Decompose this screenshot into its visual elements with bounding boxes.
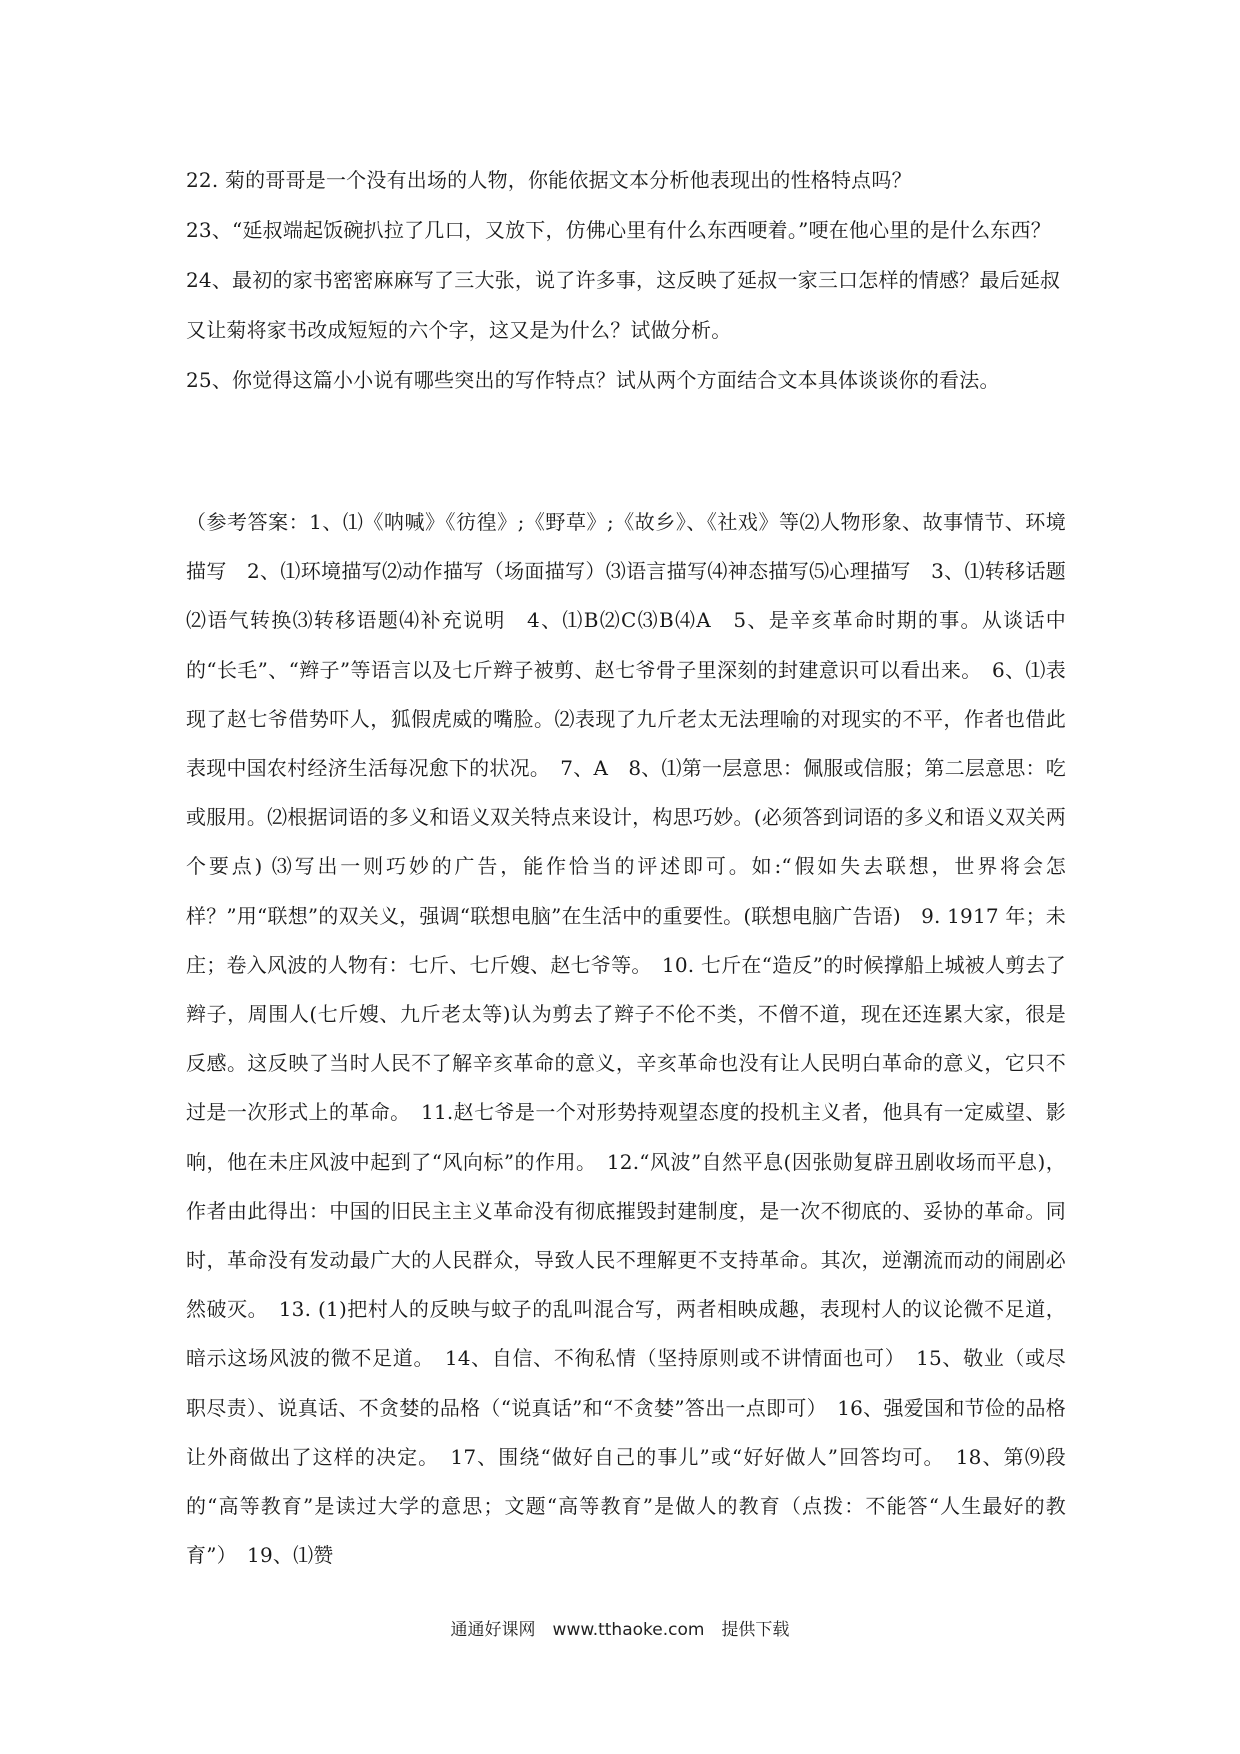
- question-22: 22. 菊的哥哥是一个没有出场的人物，你能依据文本分析他表现出的性格特点吗？: [186, 168, 912, 192]
- question-list: [186, 155, 1066, 405]
- question-23: 23、“延叔端起饭碗扒拉了几口，又放下，仿佛心里有什么东西哽着。”哽在他心里的是什么东西？: [186, 218, 1051, 242]
- question-25: 25、你觉得这篇小小说有哪些突出的写作特点？试从两个方面结合文本具体谈谈你的看法。: [186, 368, 1000, 392]
- reference-answers: [186, 498, 1066, 1580]
- answer-text: （参考答案：1、⑴《呐喊》《彷徨》;《野草》;《故乡》、《社戏》等⑵人物形象、故事情节、环境描写 2、⑴环境描写⑵动作描写（场面描写）⑶语言描写⑷神态描写⑸心理描写 3、⑴转移话题⑵语气转换⑶转移语题⑷补充说明 4、⑴B⑵C⑶B⑷A 5、是辛亥革命时期的事。从谈话中的“长毛”、“辫子”等语言以及七斤辫子被剪、赵七爷骨子里深刻的封建意识可以看出来。 6、⑴表现了赵七爷借势吓人，狐假虎威的嘴脸。⑵表现了九斤老太无法理喻的对现实的不平，作者也借此表现中国农村经济生活每况愈下的状况。 7、A 8、⑴第一层意思：佩服或信服；第二层意思：吃或服用。⑵根据词语的多义和语义双关特点来设计，构思巧妙。(必须答到词语的多义和语义双关两个要点) ⑶写出一则巧妙的广告，能作恰当的评述即可。如:“假如失去联想，世界将会怎样？”用“联想”的双关义，强调“联想电脑”在生活中的重要性。(联想电脑广告语) 9. 1917 年；未庄；卷入风波的人物有：七斤、七斤嫂、赵七爷等。 10. 七斤在“造反”的时候撑船上城被人剪去了辫子，周围人(七斤嫂、九斤老太等)认为剪去了辫子不伦不类，不僧不道，现在还连累大家，很是反感。这反映了当时人民不了解辛亥革命的意义，辛亥革命也没有让人民明白革命的意义，它只不过是一次形式上的革命。 11.赵七爷是一个对形势持观望态度的投机主义者，他具有一定威望、影响，他在未庄风波中起到了“风向标”的作用。 12.“风波”自然平息(因张勋复辟丑剧收场而平息)，作者由此得出：中国的旧民主主义革命没有彻底摧毁封建制度，是一次不彻底的、妥协的革命。同时，革命没有发动最广大的人民群众，导致人民不理解更不支持革命。其次，逆潮流而动的闹剧必然破灭。 13. (1)把村人的反映与蚊子的乱叫混合写，两者相映成趣，表现村人的议论微不足道，暗示这场风波的微不足道。 14、自信、不徇私情（坚持原则或不讲情面也可） 15、敬业（或尽职尽责）、说真话、不贪婪的品格（“说真话”和“不贪婪”答出一点即可） 16、强爱国和节俭的品格让外商做出了这样的决定。 17、围绕“做好自己的事儿”或“好好做人”回答均可。 18、第⑼段的“高等教育”是读过大学的意思；文题“高等教育”是做人的教育（点拨：不能答“人生最好的教育”） 19、⑴赞: [186, 510, 1066, 1568]
- page-footer: 通通好课网 www.tthaoke.com 提供下载: [450, 1620, 790, 1640]
- question-24: 24、最初的家书密密麻麻写了三大张，说了许多事，这反映了延叔一家三口怎样的情感？最后延叔又让菊将家书改成短短的六个字，这又是为什么？试做分析。: [186, 268, 1061, 342]
